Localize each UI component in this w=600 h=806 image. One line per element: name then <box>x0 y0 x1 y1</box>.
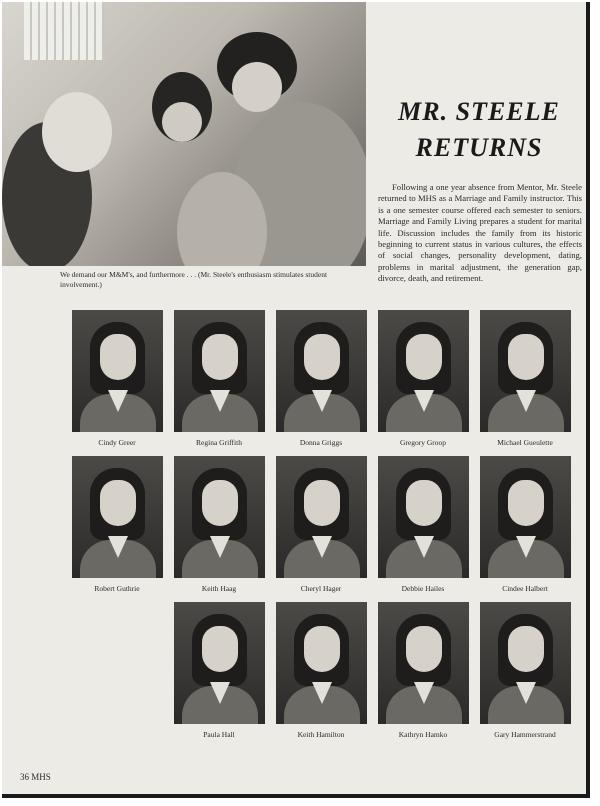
student-name: Donna Griggs <box>299 438 343 447</box>
student-name: Michael Gueulette <box>497 438 553 447</box>
article-body: Following a one year absence from Mentor, Mr. Steele returned to MHS as a Marriage and Family instructor. This is a one semester course offered each semester to seniors. Marriage and Family Living prepares a student for marital life. Discussion includes the family from its historic beginning to current status in various cultures, the effects of social changes, personality development, dating, problems in marital adjustment, the generation gap, divorce, death, and retirement. <box>378 182 582 284</box>
classroom-candid-photo <box>2 2 366 266</box>
page-number: 36 MHS <box>20 772 51 782</box>
student-name: Cindy Greer <box>98 438 136 447</box>
student-name: Keith Haag <box>201 584 237 593</box>
student-portrait <box>378 310 469 432</box>
student-name: Robert Guthrie <box>94 584 140 593</box>
student-silhouette <box>162 102 202 142</box>
student-portrait <box>174 310 265 432</box>
student-name: Gregory Groop <box>399 438 447 447</box>
student-portrait <box>276 602 367 724</box>
student-portrait <box>378 602 469 724</box>
yearbook-page <box>2 2 590 798</box>
student-portrait <box>72 310 163 432</box>
student-portrait <box>480 456 571 578</box>
student-name: Kathryn Hamko <box>398 730 448 739</box>
title-line-2: RETURNS <box>415 133 543 162</box>
title-line-1: MR. STEELE <box>398 97 560 126</box>
student-name: Cheryl Hager <box>300 584 342 593</box>
teacher-silhouette <box>232 62 282 112</box>
student-name: Cindee Halbert <box>502 584 548 593</box>
student-portrait <box>378 456 469 578</box>
page-title <box>374 94 584 166</box>
student-name: Regina Griffith <box>196 438 242 447</box>
student-portrait <box>480 602 571 724</box>
student-portrait <box>480 310 571 432</box>
student-portrait <box>276 310 367 432</box>
student-name: Paula Hall <box>203 730 235 739</box>
student-name: Gary Hammerstrand <box>494 730 556 739</box>
student-portrait <box>276 456 367 578</box>
student-portrait <box>72 456 163 578</box>
student-portrait <box>174 602 265 724</box>
student-name: Debbie Hailes <box>401 584 445 593</box>
student-portrait <box>174 456 265 578</box>
window-blinds <box>24 2 104 60</box>
photo-caption: We demand our M&M's, and furthermore . . . (Mr. Steele's enthusiasm stimulates student involvement.) <box>60 270 328 289</box>
student-name: Keith Hamilton <box>297 730 345 739</box>
student-silhouette <box>42 92 112 172</box>
